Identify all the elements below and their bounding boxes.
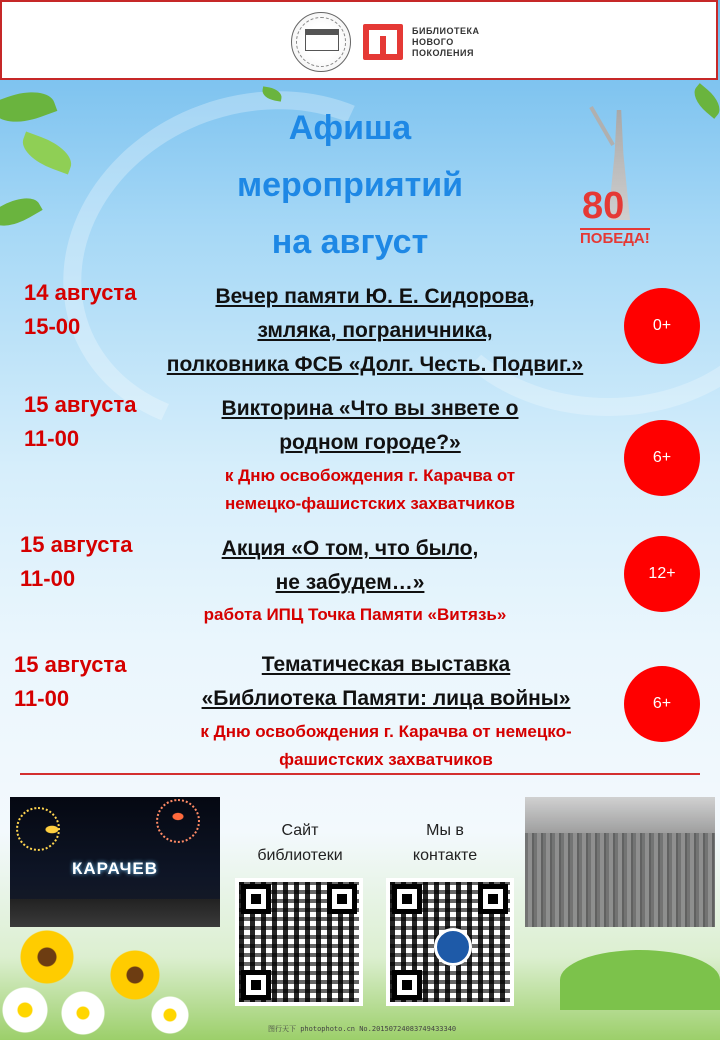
qr-finder — [241, 884, 271, 914]
header-bar — [0, 0, 718, 80]
daisy-icon — [0, 985, 50, 1035]
event-subtitle-line: немецко-фашистских захватчиков — [225, 494, 515, 513]
event-date-time: 11-00 — [24, 426, 80, 451]
title-line: на август — [271, 223, 429, 261]
title-line: Афиша — [288, 109, 412, 147]
event-title — [120, 280, 630, 382]
event-date-time: 15-00 — [24, 314, 81, 339]
title-line: мероприятий — [236, 166, 464, 204]
sunflower-icon — [110, 950, 160, 1000]
event-subtitle-line: к Дню освобождения г. Карачва от немецко- — [200, 722, 572, 741]
event-date-time: 11-00 — [20, 566, 76, 591]
event-date — [24, 388, 136, 456]
event-date-time: 11-00 — [14, 686, 70, 711]
library-name-line: ПОКОЛЕНИЯ — [412, 48, 474, 58]
book-logo-icon — [363, 24, 403, 60]
page-title — [180, 100, 520, 271]
event-title-line: родном городе?» — [279, 431, 461, 454]
event-date-day: 15 августа — [24, 392, 137, 417]
qr-finder — [241, 970, 271, 1000]
qr-finder — [392, 884, 422, 914]
event-date — [20, 528, 132, 596]
event-date-day: 14 августа — [24, 280, 137, 305]
event-title-line: полковника ФСБ «Долг. Честь. Подвиг.» — [166, 353, 584, 376]
victory-word: ПОБЕДА! — [580, 230, 650, 247]
leaf-decoration — [0, 83, 57, 132]
event-subtitle — [140, 718, 632, 774]
leaf-decoration — [560, 950, 720, 1010]
photo-sky — [525, 797, 715, 833]
sunflower-icon — [20, 930, 74, 984]
qr-caption-site — [230, 818, 370, 868]
qr-finder — [392, 970, 422, 1000]
event-date — [14, 648, 126, 716]
library-name-line: НОВОГО — [412, 37, 454, 47]
qr-code-icon[interactable] — [235, 878, 363, 1006]
emblem-building — [305, 29, 339, 51]
event-date-day: 15 августа — [14, 652, 127, 677]
leaf-decoration — [688, 83, 720, 119]
age-badge: 0+ — [624, 288, 700, 364]
qr-caption-line: контакте — [412, 847, 478, 864]
leaf-decoration — [17, 132, 77, 175]
library-name-line: БИБЛИОТЕКА — [412, 26, 480, 36]
event-title — [160, 392, 580, 460]
qr-finder — [327, 884, 357, 914]
city-sign: КАРАЧЕВ — [72, 859, 159, 878]
qr-caption-line: Мы в — [426, 822, 464, 839]
vk-logo-icon — [434, 928, 472, 966]
age-badge: 6+ — [624, 420, 700, 496]
karachev-night-photo — [10, 797, 220, 927]
event-title-line: змляка, пограничника, — [257, 319, 493, 342]
event-date-day: 15 августа — [20, 532, 133, 557]
qr-caption-line: библиотеки — [257, 847, 343, 864]
victory-number: 80 — [582, 185, 625, 227]
war-crowd-photo — [525, 797, 715, 927]
event-title — [150, 648, 622, 716]
road — [10, 899, 220, 927]
event-subtitle-line: фашистских захватчиков — [279, 750, 493, 769]
event-subtitle — [160, 462, 580, 518]
age-badge: 6+ — [624, 666, 700, 742]
daisy-icon — [150, 995, 190, 1035]
leaf-decoration — [0, 189, 43, 235]
event-title-line: Вечер памяти Ю. Е. Сидорова, — [215, 285, 535, 308]
event-title-line: Акция «О том, что было, — [221, 537, 479, 560]
event-title — [150, 532, 550, 600]
daisy-icon — [60, 990, 106, 1036]
section-divider — [20, 773, 700, 775]
event-subtitle-line: работа ИПЦ Точка Памяти «Витязь» — [203, 605, 507, 624]
qr-finder — [478, 884, 508, 914]
sword-icon — [589, 106, 614, 146]
qr-caption-line: Сайт — [281, 822, 319, 839]
victory-80-logo — [578, 100, 658, 260]
event-title-line: Викторина «Что вы знвете о — [221, 397, 519, 420]
age-badge: 12+ — [624, 536, 700, 612]
library-emblem-icon — [291, 12, 351, 72]
firework-icon — [16, 807, 60, 851]
library-name — [412, 26, 479, 59]
watermark: 图行天下 photophoto.cn No.20150724083749433340 — [268, 1025, 457, 1033]
firework-icon — [156, 799, 200, 843]
event-title-line: «Библиотека Памяти: лица войны» — [201, 687, 571, 710]
event-title-line: не забудем…» — [275, 571, 425, 594]
qr-code-icon[interactable] — [386, 878, 514, 1006]
event-title-line: Тематическая выставка — [261, 653, 511, 676]
qr-caption-vk — [380, 818, 510, 868]
event-subtitle — [150, 601, 560, 629]
event-subtitle-line: к Дню освобождения г. Карачва от — [224, 466, 516, 485]
